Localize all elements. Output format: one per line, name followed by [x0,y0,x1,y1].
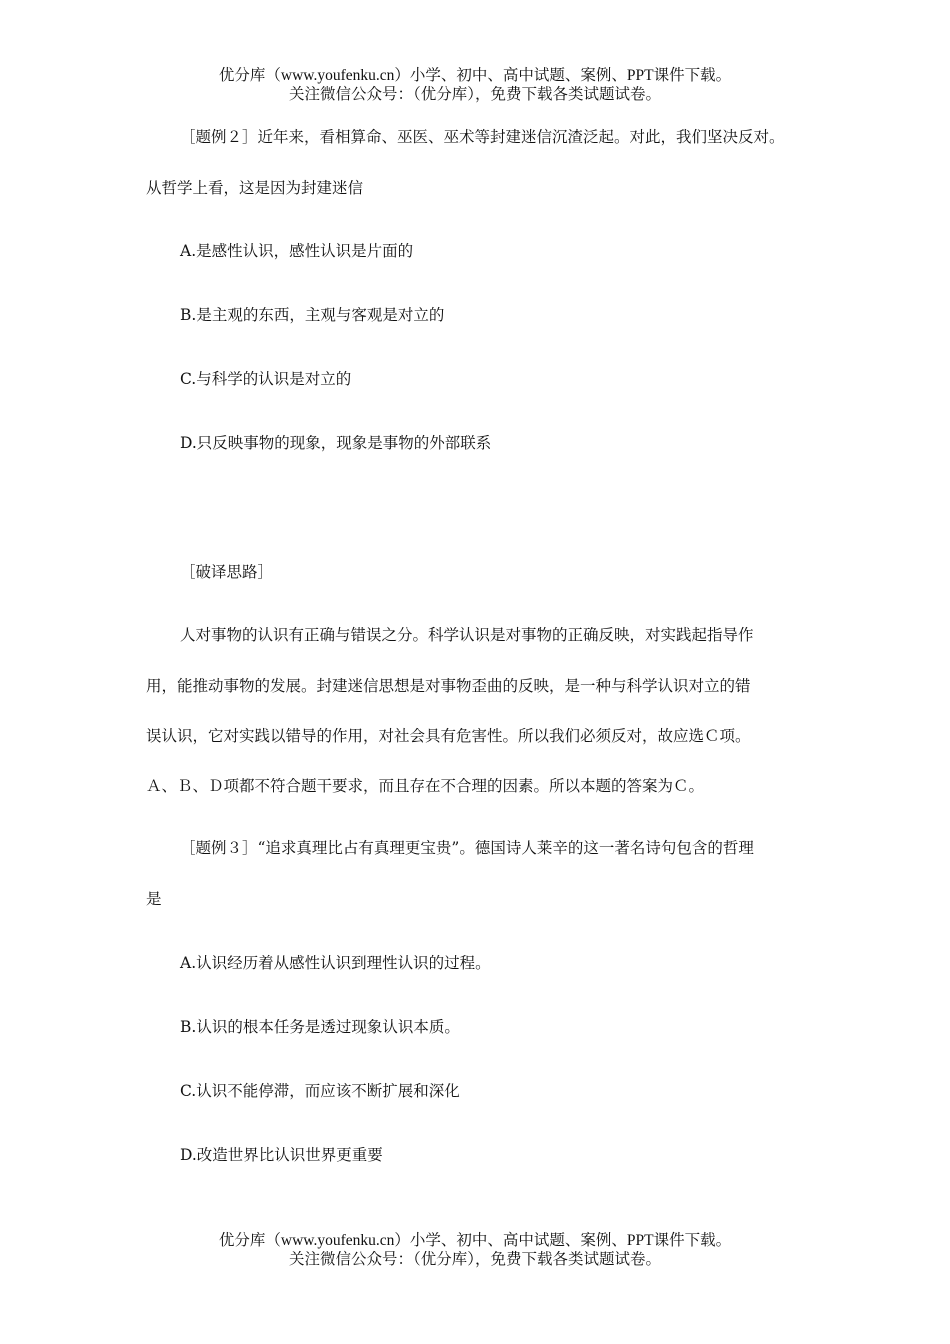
page-footer [0,1231,950,1269]
footer-line-1: 优分库（www.youfenku.cn）小学、初中、高中试题、案例、PPT课件下载。 [218,1232,732,1249]
example-3-option-d: D.改造世界比认识世界更重要 [180,1146,383,1164]
analysis-line-1: 人对事物的认识有正确与错误之分。科学认识是对事物的正确反映，对实践起指导作 [180,626,754,644]
example-2-option-b: B.是主观的东西，主观与客观是对立的 [180,306,445,324]
example-2-option-d: D.只反映事物的现象，现象是事物的外部联系 [180,434,492,452]
analysis-heading: ［破译思路］ [180,563,274,581]
analysis-line-3: 误认识，它对实践以错导的作用，对社会具有危害性。所以我们必须反对，故应选Ｃ项。 [146,727,751,745]
example-2-stem-line-1: ［题例２］近年来，看相算命、巫医、巫术等封建迷信沉渣泛起。对此，我们坚决反对。 [180,128,785,146]
header-line-1: 优分库（www.youfenku.cn）小学、初中、高中试题、案例、PPT课件下载。 [218,67,732,84]
example-2-option-c: C.与科学的认识是对立的 [180,370,352,388]
example-2-stem-line-2: 从哲学上看，这是因为封建迷信 [146,179,364,197]
analysis-line-4: Ａ、Ｂ、Ｄ项都不符合题干要求，而且存在不合理的因素。所以本题的答案为Ｃ。 [146,777,705,795]
page-header [0,66,950,104]
analysis-line-2: 用，能推动事物的发展。封建迷信思想是对事物歪曲的反映，是一种与科学认识对立的错 [146,677,751,695]
example-3-stem-line-1: ［题例３］“追求真理比占有真理更宝贵”。德国诗人莱辛的这一著名诗句包含的哲理 [180,839,754,857]
example-3-stem-line-2: 是 [146,890,162,908]
footer-line-2: 关注微信公众号：（优分库），免费下载各类试题试卷。 [288,1251,661,1268]
example-3-option-a: A.认识经历着从感性认识到理性认识的过程。 [180,954,491,972]
example-2-option-a: A.是感性认识，感性认识是片面的 [180,242,414,260]
header-line-2: 关注微信公众号：（优分库），免费下载各类试题试卷。 [288,86,661,103]
example-3-option-c: C.认识不能停滞，而应该不断扩展和深化 [180,1082,460,1100]
example-3-option-b: B.认识的根本任务是透过现象认识本质。 [180,1018,460,1036]
